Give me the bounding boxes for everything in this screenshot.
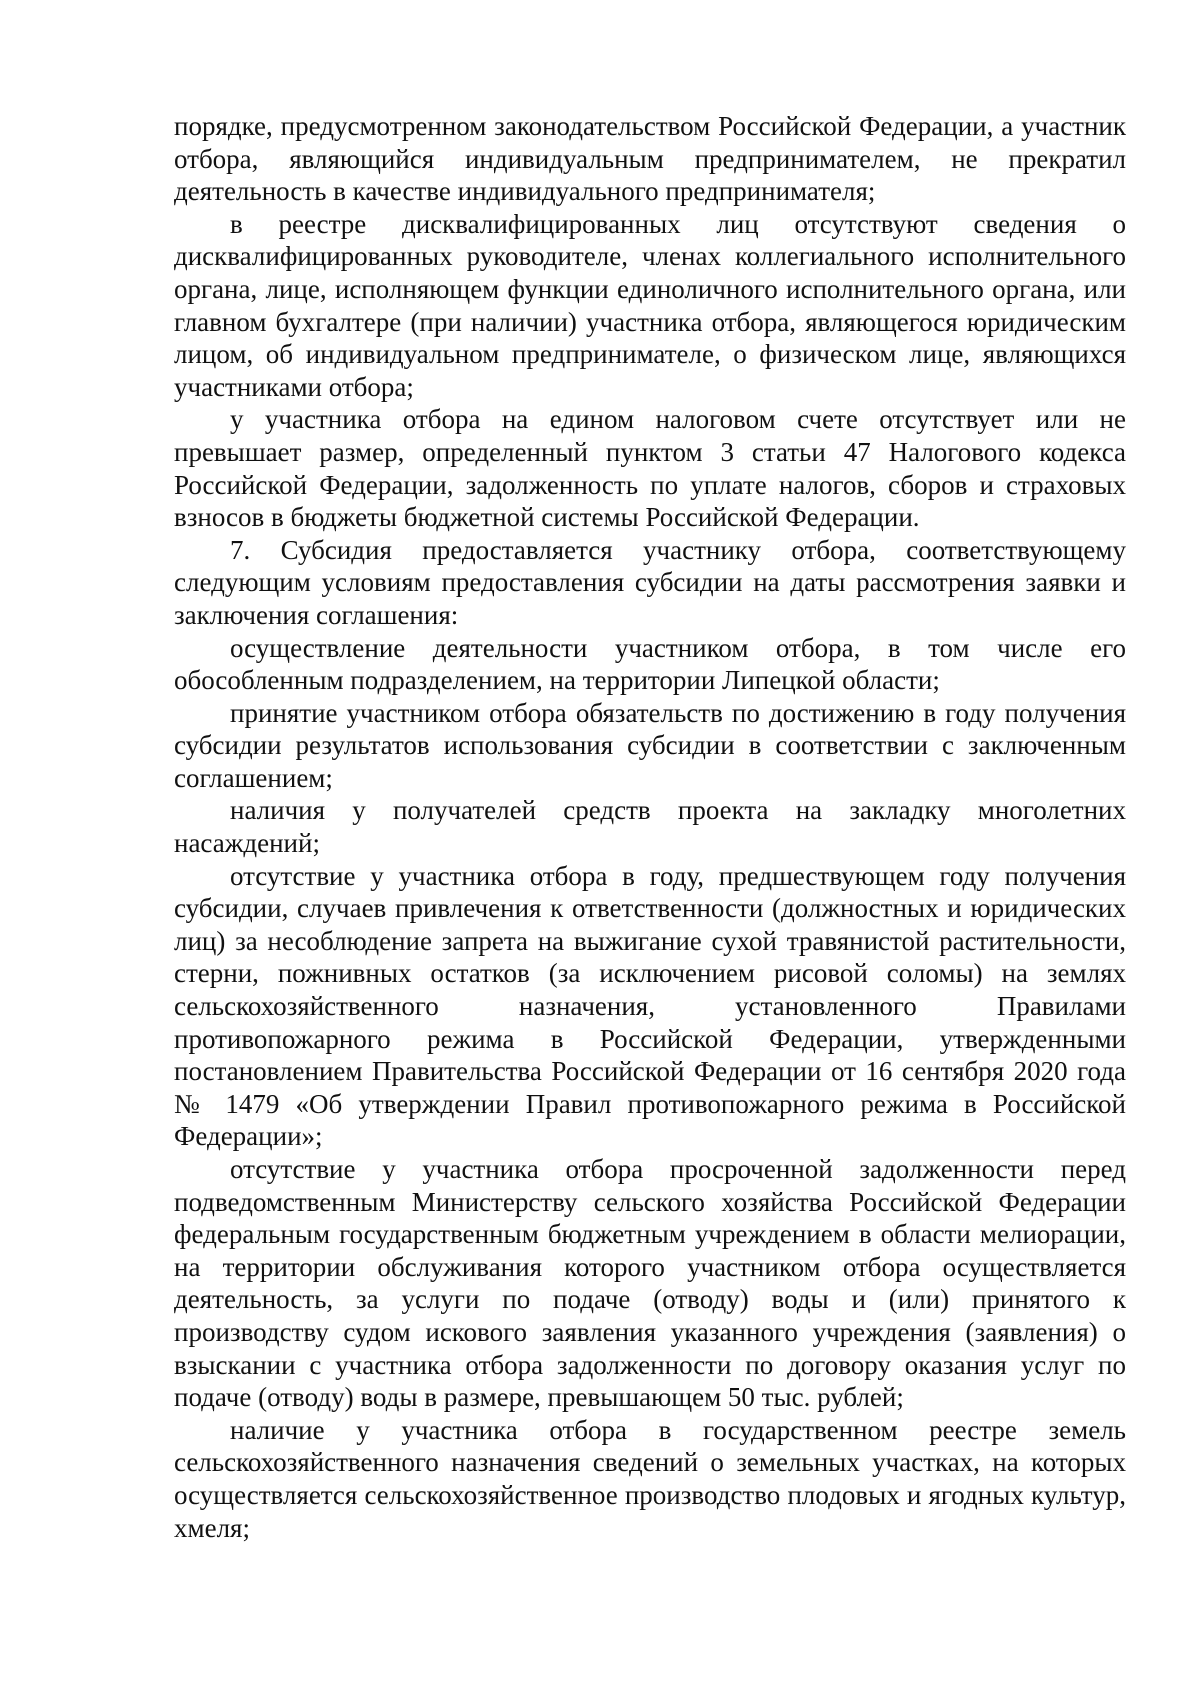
paragraph-6: принятие участником отбора обязательств по достижению в году получения субсидии результатов использования субсидии в соответствии с заключенным соглашением; (174, 697, 1126, 793)
paragraph-5: осуществление деятельности участником отбора, в том числе его обособленным подразделением, на территории Липецкой области; (174, 632, 1126, 696)
paragraph-4: 7. Субсидия предоставляется участнику отбора, соответствующему следующим условиям предоставления субсидии на даты рассмотрения заявки и заключения соглашения: (174, 534, 1126, 630)
paragraph-1: порядке, предусмотренном законодательством Российской Федерации, а участник отбора, являющийся индивидуальным предпринимателем, не прекратил деятельность в качестве индивидуального предпринимателя; (174, 111, 1126, 207)
paragraph-9: отсутствие у участника отбора просроченной задолженности перед подведомственным Министерству сельского хозяйства Российской Федерации федеральным государственным бюджетным учреждением в области мелиорации, на территории обслуживания которого участником отбора осуществляется деятельность, за услуги по подаче (отводу) воды и (или) принятого к производству судом искового заявления указанного учреждения (заявления) о взыскании с участника отбора задолженности по договору оказания услуг по подаче (отводу) воды в размере, превышающем 50 тыс. рублей; (174, 1154, 1126, 1413)
paragraph-10: наличие у участника отбора в государственном реестре земель сельскохозяйственного назначения сведений о земельных участках, на которых осуществляется сельскохозяйственное производство плодовых и ягодных культур, хмеля; (174, 1414, 1126, 1543)
document-page (174, 110, 1126, 1544)
paragraph-8: отсутствие у участника отбора в году, предшествующем году получения субсидии, случаев привлечения к ответственности (должностных и юридических лиц) за несоблюдение запрета на выжигание сухой травянистой растительности, стерни, пожнивных остатков (за исключением рисовой соломы) на землях сельскохозяйственного назначения, установленного Правилами противопожарного режима в Российской Федерации, утвержденными постановлением Правительства Российской Федерации от 16 сентября 2020 года № 1479 «Об утверждении Правил противопожарного режима в Российской Федерации»; (174, 860, 1126, 1152)
paragraph-2: в реестре дисквалифицированных лиц отсутствуют сведения о дисквалифицированных руководителе, членах коллегиального исполнительного органа, лице, исполняющем функции единоличного исполнительного органа, или главном бухгалтере (при наличии) участника отбора, являющегося юридическим лицом, об индивидуальном предпринимателе, о физическом лице, являющихся участниками отбора; (174, 208, 1126, 402)
paragraph-3: у участника отбора на едином налоговом счете отсутствует или не превышает размер, определенный пунктом 3 статьи 47 Налогового кодекса Российской Федерации, задолженность по уплате налогов, сборов и страховых взносов в бюджеты бюджетной системы Российской Федерации. (174, 404, 1126, 533)
paragraph-7: наличия у получателей средств проекта на закладку многолетних насаждений; (174, 795, 1126, 859)
